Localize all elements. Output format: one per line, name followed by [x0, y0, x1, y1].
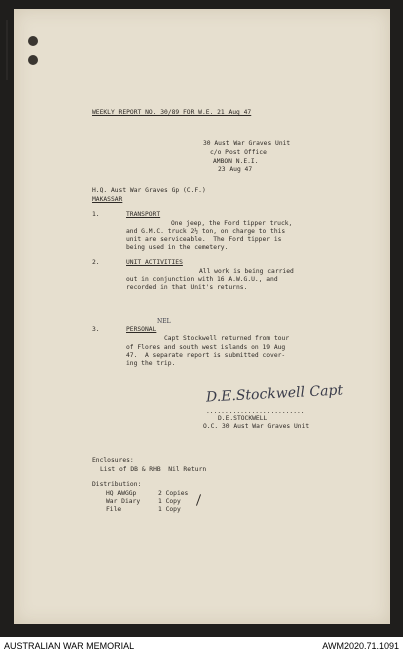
section-number: 2.	[92, 259, 100, 266]
address-line2: c/o Post Office	[210, 149, 267, 156]
handwritten-signature: D.E.Stockwell Capt	[205, 382, 344, 406]
distribution-recipient: File	[106, 506, 122, 513]
report-title: WEEKLY REPORT NO. 30/89 FOR W.E. 21 Aug 47	[92, 109, 252, 116]
section-line: ing the trip.	[126, 360, 176, 367]
address-line1: 30 Aust War Graves Unit	[203, 140, 291, 147]
distribution-copies: 2 Copies	[158, 490, 189, 497]
address-date: 23 Aug 47	[218, 166, 253, 173]
address-line3: AMBON N.E.I.	[213, 158, 259, 165]
section-number: 3.	[92, 326, 100, 333]
section-line: out in conjunction with 16 A.W.G.U., and	[126, 276, 278, 283]
section-number: 1.	[92, 211, 100, 218]
section-heading: UNIT ACTIVITIES	[126, 259, 183, 266]
footer-institution: AUSTRALIAN WAR MEMORIAL	[4, 641, 135, 651]
distribution-copies: 1 Copy	[158, 498, 181, 505]
enclosures-label: Enclosures:	[92, 457, 134, 464]
section-line: unit are serviceable. The Ford tipper is	[126, 236, 282, 243]
section-heading: TRANSPORT	[126, 211, 161, 218]
margin-mark	[6, 20, 8, 80]
recipient-line2: MAKASSAR	[92, 196, 123, 203]
recipient-line1: H.Q. Aust War Graves Gp (C.F.)	[92, 187, 206, 194]
punch-hole	[28, 36, 38, 46]
distribution-copies: 1 Copy	[158, 506, 181, 513]
section-line: and G.M.C. truck 2½ ton, on charge to this	[126, 228, 286, 235]
section-line: One jeep, the Ford tipper truck,	[171, 220, 293, 227]
punch-hole	[28, 55, 38, 65]
enclosures-line: List of DB & RHB Nil Return	[100, 466, 207, 473]
distribution-label: Distribution:	[92, 481, 142, 488]
document-page	[14, 9, 390, 624]
archive-footer	[0, 637, 403, 653]
footer-accession-number: AWM2020.71.1091	[322, 641, 399, 651]
section-line: All work is being carried	[199, 268, 294, 275]
handwritten-correction: NEL	[157, 318, 171, 325]
signature-name: D.E.STOCKWELL	[218, 415, 268, 422]
distribution-recipient: War Diary	[106, 498, 141, 505]
section-line: 47. A separate report is submitted cover-	[126, 352, 286, 359]
signature-dotted-line: ..........................	[206, 408, 305, 415]
signature-title: O.C. 30 Aust War Graves Unit	[203, 423, 310, 430]
section-line: recorded in that Unit's returns.	[126, 284, 248, 291]
section-line: Capt Stockwell returned from tour	[164, 335, 290, 342]
section-line: being used in the cemetery.	[126, 244, 229, 251]
section-line: of Flores and south west islands on 19 Aug	[126, 344, 286, 351]
distribution-recipient: HQ AWGGp	[106, 490, 137, 497]
section-heading: PERSONAL	[126, 326, 157, 333]
